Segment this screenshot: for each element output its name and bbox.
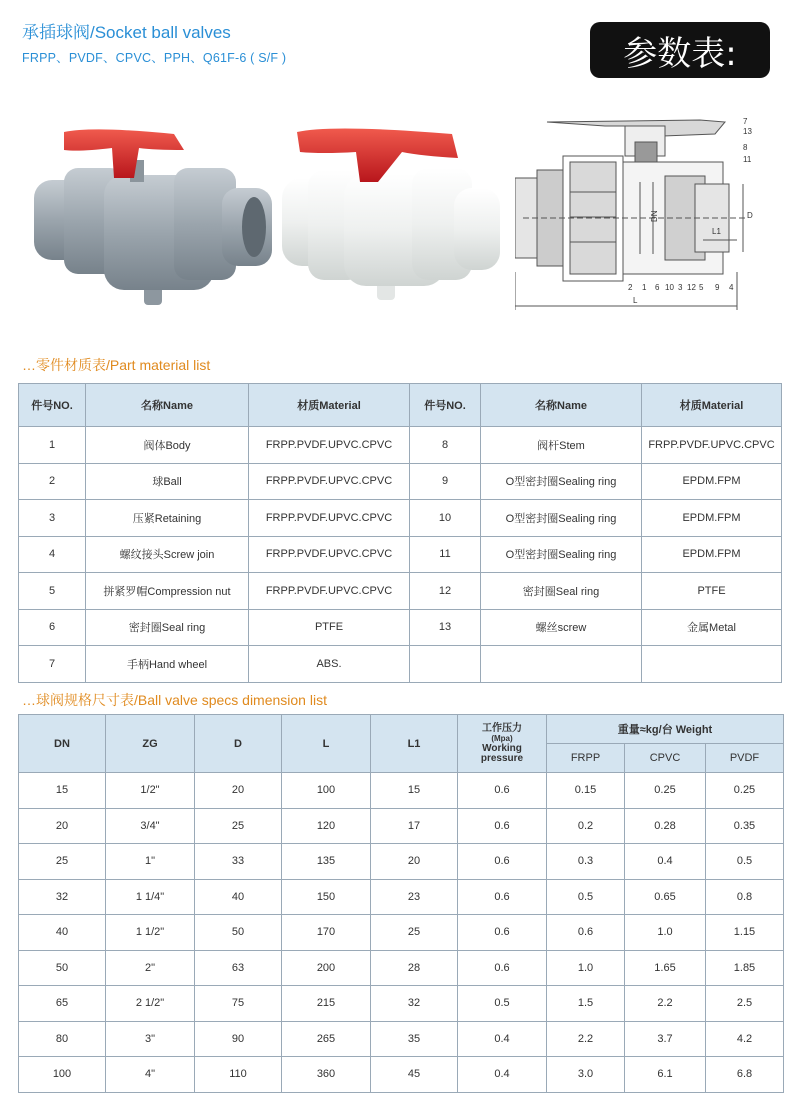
table-cell: 0.4 <box>458 1021 547 1057</box>
table-cell: 135 <box>282 844 371 880</box>
pressure-label-en: Working <box>482 742 522 754</box>
table-cell: 50 <box>195 915 282 951</box>
col-name: 名称Name <box>481 384 642 427</box>
callout-label: 2 <box>628 283 633 292</box>
table-cell: 17 <box>371 808 458 844</box>
table-cell: 螺丝screw <box>481 609 642 646</box>
callout-label: 1 <box>642 283 647 292</box>
table-row <box>19 646 782 683</box>
col-frpp: FRPP <box>547 744 625 773</box>
callout-label: 11 <box>743 155 752 164</box>
table-row <box>19 463 782 500</box>
table-cell: 0.6 <box>458 808 547 844</box>
table-cell: 拼紧罗帽Compression nut <box>86 573 249 610</box>
table-row <box>19 536 782 573</box>
table-cell: 6.1 <box>625 1057 706 1093</box>
table-cell: 6 <box>19 609 86 646</box>
table-cell: 32 <box>19 879 106 915</box>
table-cell: 45 <box>371 1057 458 1093</box>
table-row <box>19 844 784 880</box>
table-cell <box>410 646 481 683</box>
callout-label: 12 <box>687 283 696 292</box>
table-cell: 9 <box>410 463 481 500</box>
page-subtitle: FRPP、PVDF、CPVC、PPH、Q61F-6 ( S/F ) <box>22 51 287 65</box>
table-cell: 3" <box>106 1021 195 1057</box>
pressure-unit: (Mpa) <box>491 733 513 743</box>
table-cell: 100 <box>282 773 371 809</box>
table-cell: 3.7 <box>625 1021 706 1057</box>
table-cell: O型密封圈Sealing ring <box>481 536 642 573</box>
table-cell: 0.6 <box>547 915 625 951</box>
table-cell: 11 <box>410 536 481 573</box>
table-cell: 1/2" <box>106 773 195 809</box>
callout-label: 13 <box>743 127 752 136</box>
parts-material-table <box>18 383 782 683</box>
table-cell: 25 <box>195 808 282 844</box>
table-cell: 密封圈Seal ring <box>481 573 642 610</box>
table-cell: FRPP.PVDF.UPVC.CPVC <box>249 500 410 537</box>
callout-label: 6 <box>655 283 660 292</box>
table-cell: 0.3 <box>547 844 625 880</box>
table-row <box>19 950 784 986</box>
table-row <box>19 573 782 610</box>
table-cell: 28 <box>371 950 458 986</box>
table-row <box>19 879 784 915</box>
table-cell: 阀杆Stem <box>481 427 642 464</box>
table-cell: 20 <box>19 808 106 844</box>
table-cell: 金属Metal <box>642 609 782 646</box>
table-cell: 200 <box>282 950 371 986</box>
table-cell: 1" <box>106 844 195 880</box>
table-cell: 150 <box>282 879 371 915</box>
table-cell: 0.6 <box>458 844 547 880</box>
table-cell: 265 <box>282 1021 371 1057</box>
parameter-badge: 参数表: <box>590 22 770 78</box>
table-cell: 2.2 <box>625 986 706 1022</box>
pressure-label-cn: 工作压力 <box>482 722 522 734</box>
grey-valve-photo <box>34 120 274 305</box>
col-cpvc: CPVC <box>625 744 706 773</box>
table-cell: 80 <box>19 1021 106 1057</box>
callout-label: 10 <box>665 283 674 292</box>
table-cell: 65 <box>19 986 106 1022</box>
callout-label: 9 <box>715 283 720 292</box>
col-dn: DN <box>19 715 106 773</box>
table-cell: 15 <box>371 773 458 809</box>
table-cell: 25 <box>371 915 458 951</box>
callout-label: 5 <box>699 283 704 292</box>
table-row <box>19 808 784 844</box>
table-cell: 63 <box>195 950 282 986</box>
table-cell: 1.65 <box>625 950 706 986</box>
table-cell: 0.65 <box>625 879 706 915</box>
table-cell: 2 <box>19 463 86 500</box>
table-cell: 0.8 <box>705 879 783 915</box>
table-cell: 7 <box>19 646 86 683</box>
table-cell: 螺纹接头Screw join <box>86 536 249 573</box>
table-cell: 40 <box>19 915 106 951</box>
table-cell: 球Ball <box>86 463 249 500</box>
col-no: 件号NO. <box>410 384 481 427</box>
table-cell: 4" <box>106 1057 195 1093</box>
col-pressure <box>458 715 547 773</box>
table-cell: 1 1/2" <box>106 915 195 951</box>
page-title: 承插球阀/Socket ball valves <box>22 23 231 42</box>
table-cell: 手柄Hand wheel <box>86 646 249 683</box>
table-cell: 170 <box>282 915 371 951</box>
table-cell: FRPP.PVDF.UPVC.CPVC <box>249 536 410 573</box>
table-cell: 3.0 <box>547 1057 625 1093</box>
dim-d-label: D <box>747 211 753 220</box>
table-row <box>19 1057 784 1093</box>
table-cell: 6.8 <box>705 1057 783 1093</box>
table-cell: 3 <box>19 500 86 537</box>
table-header-row <box>19 384 782 427</box>
dim-dn-label: DN <box>650 210 659 222</box>
col-pvdf: PVDF <box>705 744 783 773</box>
table-cell: 0.6 <box>458 879 547 915</box>
table-row <box>19 915 784 951</box>
table-cell: 8 <box>410 427 481 464</box>
table-cell: 0.25 <box>625 773 706 809</box>
table-cell: 0.6 <box>458 950 547 986</box>
col-l1: L1 <box>371 715 458 773</box>
table-row <box>19 986 784 1022</box>
table-cell: 100 <box>19 1057 106 1093</box>
table-cell: 3/4" <box>106 808 195 844</box>
table-cell: 密封圈Seal ring <box>86 609 249 646</box>
table-cell: 1 1/4" <box>106 879 195 915</box>
table-cell: 5 <box>19 573 86 610</box>
col-l: L <box>282 715 371 773</box>
table-cell: 15 <box>19 773 106 809</box>
table-cell: FRPP.PVDF.UPVC.CPVC <box>249 463 410 500</box>
table-cell: EPDM.FPM <box>642 536 782 573</box>
table-cell: 0.2 <box>547 808 625 844</box>
table-cell: ABS. <box>249 646 410 683</box>
table-cell: 1.15 <box>705 915 783 951</box>
table-cell: 215 <box>282 986 371 1022</box>
table-cell: 压紧Retaining <box>86 500 249 537</box>
table-cell: 33 <box>195 844 282 880</box>
table-cell: 0.5 <box>547 879 625 915</box>
table-row <box>19 773 784 809</box>
white-valve-photo <box>282 118 500 308</box>
col-weight: 重量≈kg/台 Weight <box>547 715 784 744</box>
table-cell: 1.5 <box>547 986 625 1022</box>
table-cell: O型密封圈Sealing ring <box>481 500 642 537</box>
table-cell: 20 <box>195 773 282 809</box>
table-cell: 75 <box>195 986 282 1022</box>
table-cell: PTFE <box>642 573 782 610</box>
table-cell: FRPP.PVDF.UPVC.CPVC <box>249 573 410 610</box>
table-cell <box>642 646 782 683</box>
table-cell: FRPP.PVDF.UPVC.CPVC <box>249 427 410 464</box>
specs-section-heading: …球阀规格尺寸表/Ball valve specs dimension list <box>22 692 327 708</box>
table-row <box>19 500 782 537</box>
valve-cross-section-drawing <box>515 112 755 322</box>
table-cell: 阀体Body <box>86 427 249 464</box>
callout-label: 4 <box>729 283 734 292</box>
table-cell: 12 <box>410 573 481 610</box>
specs-dimension-table <box>18 714 784 1093</box>
table-row <box>19 427 782 464</box>
table-cell: 2" <box>106 950 195 986</box>
table-cell: 0.28 <box>625 808 706 844</box>
table-cell: 1.0 <box>547 950 625 986</box>
pressure-label-en-2: pressure <box>480 752 524 764</box>
table-cell: 110 <box>195 1057 282 1093</box>
table-cell: 1.0 <box>625 915 706 951</box>
table-cell: 13 <box>410 609 481 646</box>
table-cell: 0.35 <box>705 808 783 844</box>
table-cell: 0.6 <box>458 773 547 809</box>
table-cell: O型密封圈Sealing ring <box>481 463 642 500</box>
table-cell: 4.2 <box>705 1021 783 1057</box>
table-cell: EPDM.FPM <box>642 463 782 500</box>
col-material: 材质Material <box>249 384 410 427</box>
table-cell: 32 <box>371 986 458 1022</box>
table-cell: 0.4 <box>625 844 706 880</box>
table-cell: 0.25 <box>705 773 783 809</box>
table-cell <box>481 646 642 683</box>
table-cell: 0.5 <box>458 986 547 1022</box>
table-cell: 10 <box>410 500 481 537</box>
table-cell: 25 <box>19 844 106 880</box>
table-cell: 2.5 <box>705 986 783 1022</box>
table-cell: PTFE <box>249 609 410 646</box>
table-cell: 0.15 <box>547 773 625 809</box>
table-cell: 20 <box>371 844 458 880</box>
table-cell: 360 <box>282 1057 371 1093</box>
table-cell: 2 1/2" <box>106 986 195 1022</box>
callout-label: 7 <box>743 117 748 126</box>
table-cell: 0.6 <box>458 915 547 951</box>
table-cell: 2.2 <box>547 1021 625 1057</box>
dim-l-label: L <box>633 296 638 305</box>
table-row <box>19 609 782 646</box>
parts-section-heading: …零件材质表/Part material list <box>22 357 211 373</box>
col-material: 材质Material <box>642 384 782 427</box>
col-name: 名称Name <box>86 384 249 427</box>
dim-l1-label: L1 <box>712 227 721 236</box>
table-cell: 23 <box>371 879 458 915</box>
table-cell: 1 <box>19 427 86 464</box>
table-header-row <box>19 715 784 744</box>
table-cell: 50 <box>19 950 106 986</box>
table-cell: 40 <box>195 879 282 915</box>
table-cell: 1.85 <box>705 950 783 986</box>
table-cell: 35 <box>371 1021 458 1057</box>
table-cell: 4 <box>19 536 86 573</box>
table-cell: 120 <box>282 808 371 844</box>
table-cell: 0.5 <box>705 844 783 880</box>
callout-label: 3 <box>678 283 683 292</box>
col-zg: ZG <box>106 715 195 773</box>
table-cell: 90 <box>195 1021 282 1057</box>
col-no: 件号NO. <box>19 384 86 427</box>
col-d: D <box>195 715 282 773</box>
callout-label: 8 <box>743 143 748 152</box>
table-cell: 0.4 <box>458 1057 547 1093</box>
table-cell: EPDM.FPM <box>642 500 782 537</box>
table-cell: FRPP.PVDF.UPVC.CPVC <box>642 427 782 464</box>
table-row <box>19 1021 784 1057</box>
